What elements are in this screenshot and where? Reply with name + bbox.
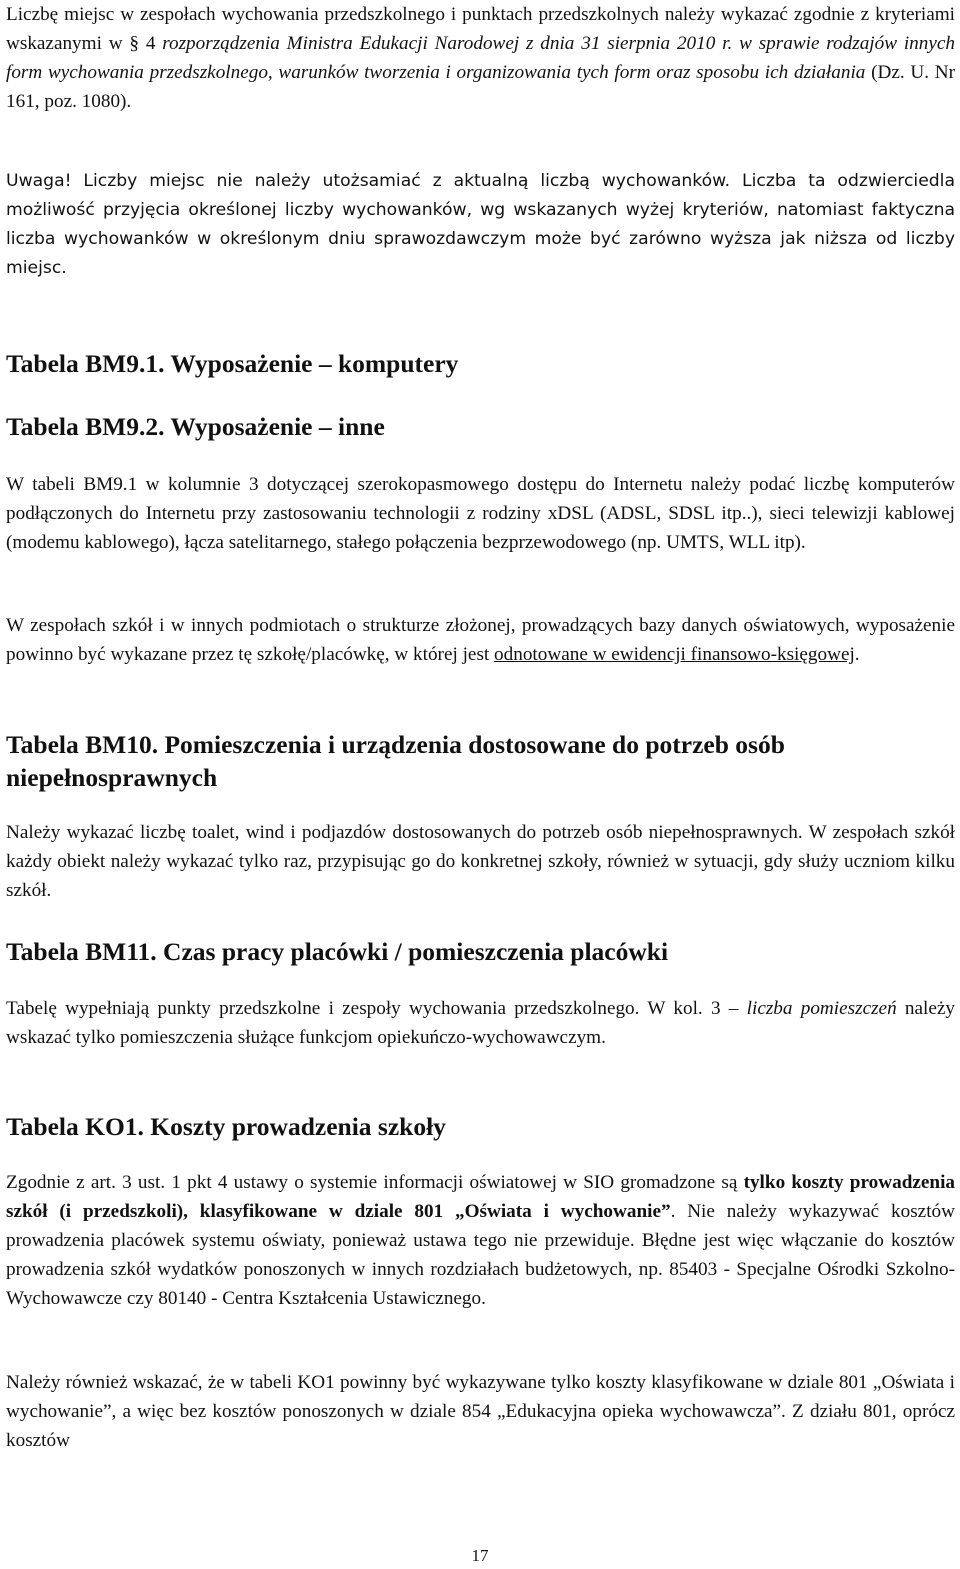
heading-table-ko1: Tabela KO1. Koszty prowadzenia szkoły (6, 1112, 446, 1141)
paragraph-bm9-1-internet: W tabeli BM9.1 w kolumnie 3 dotyczącej szerokopasmowego dostępu do Internetu należy podać liczbę komputerów podłączonych do Internetu przy zastosowaniu technologii z rodziny xDSL (ADSL, SDSL itp..), sieci telewizji kablowej (modemu kablowego), łącza satelitarnego, stałego połączenia bezprzewodowego (np. UMTS, WLL itp). (6, 474, 955, 553)
text-run: należy wskazać tylko pomieszczenia służące funkcjom opiekuńczo-wychowawczym. (6, 998, 955, 1048)
bold-phrase: tylko koszty prowadzenia szkół (i przedszkoli), klasyfikowane w dziale 801 „Oświata i wychowanie” (6, 1172, 955, 1222)
text-run: Tabelę wypełniają punkty przedszkolne i zespoły wychowania przedszkolnego. W kol. 3 – (6, 998, 747, 1019)
paragraph-bm10-description: Należy wykazać liczbę toalet, wind i podjazdów dostosowanych do potrzeb osób niepełnosprawnych. W zespołach szkół każdy obiekt należy wykazać tylko raz, przypisując go do konkretnej szkoły, również w sytuacji, gdy służy uczniom kilku szkół. (6, 822, 955, 901)
text-run: . (854, 644, 860, 665)
heading-table-bm9-1: Tabela BM9.1. Wyposażenie – komputery (6, 349, 459, 378)
paragraph-bm11-description (6, 994, 955, 1052)
text-run: Liczbę miejsc w zespołach wychowania przedszkolnego i punktach przedszkolnych należy wykazać zgodnie z kryteriami wskazanymi w § 4 (6, 4, 955, 54)
heading-table-bm9-2: Tabela BM9.2. Wyposażenie – inne (6, 412, 385, 441)
text-run: (Dz. U. Nr 161, poz. 1080). (6, 62, 955, 112)
paragraph-school-complexes-equipment (6, 611, 955, 669)
text-run: Zgodnie z art. 3 ust. 1 pkt 4 ustawy o systemie informacji oświatowej w SIO gromadzone są (6, 1172, 744, 1193)
paragraph-note-places: Uwaga! Liczby miejsc nie należy utożsamiać z aktualną liczbą wychowanków. Liczba ta odzwierciedla możliwość przyjęcia określonej liczby wychowanków, wg wskazanych wyżej kryteriów, natomiast faktyczna liczba wychowanków w określonym dniu sprawozdawczym może być zarówno wyższa jak niższa od liczby miejsc. (6, 171, 955, 278)
page-number: 17 (471, 1546, 489, 1565)
paragraph-ko1-scope: Należy również wskazać, że w tabeli KO1 powinny być wykazywane tylko koszty klasyfikowane w dziale 801 „Oświata i wychowanie”, a więc bez kosztów ponoszonych w dziale 854 „Edukacyjna opieka wychowawcza”. Z działu 801, oprócz kosztów (6, 1372, 955, 1451)
heading-table-bm10: Tabela BM10. Pomieszczenia i urządzenia dostosowane do potrzeb osób niepełnosprawnych (6, 730, 785, 792)
underlined-phrase: odnotowane w ewidencji finansowo-księgowej (494, 644, 855, 665)
heading-table-bm11: Tabela BM11. Czas pracy placówki / pomieszczenia placówki (6, 937, 669, 966)
paragraph-ko1-costs (6, 1168, 955, 1313)
regulation-title: rozporządzenia Ministra Edukacji Narodowej z dnia 31 sierpnia 2010 r. w sprawie rodzajów innych form wychowania przedszkolnego, warunków tworzenia i organizowania tych form oraz sposobu ich działania (6, 33, 955, 83)
italic-phrase: liczba pomieszczeń (746, 998, 897, 1019)
text-run: . Nie należy wykazywać kosztów prowadzenia placówek systemu oświaty, ponieważ ustawa tego nie przewiduje. Błędne jest więc włączanie do kosztów prowadzenia szkół wydatków ponoszonych w innych rozdziałach budżetowych, np. 85403 - Specjalne Ośrodki Szkolno-Wychowawcze czy 80140 - Centra Kształcenia Ustawicznego. (6, 1201, 955, 1309)
paragraph-places-criteria (6, 0, 955, 116)
text-run: W zespołach szkół i w innych podmiotach o strukturze złożonej, prowadzących bazy danych oświatowych, wyposażenie powinno być wykazane przez tę szkołę/placówkę, w której jest (6, 615, 955, 665)
